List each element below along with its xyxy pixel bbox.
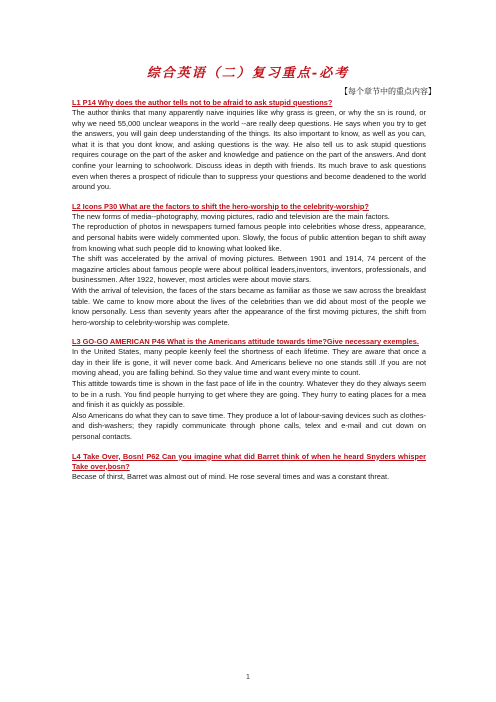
page-number: 1 [246,674,250,681]
paragraph: Also Americans do what they can to save time. They produce a lot of labour-saving devices such as clothes-and dish-washers; they rapidly communicate through phone calls, telex and e-mail and cut down on personal contacts. [72,410,426,442]
section-heading: L4 Take Over, Bosn! P62 Can you imagine what did Barret think of when he heard Snyders whisper Take over,bosn? [72,451,426,471]
section-heading: L3 GO-GO AMERICAN P46 What is the Americans attitude towards time?Give necessary exemples. [72,337,419,347]
paragraph: With the arrival of television, the faces of the stars became as familiar as those we saw across the breakfast table. We came to know more about the lives of the celebrities than we did about most of the people we know personally. Less than seventy years after the appearance of the first movimg pictures, the shift from hero-worship to celebrity-worship was complete. [72,285,426,327]
section-l1 [72,98,426,193]
section-heading: L2 Icons P30 What are the factors to shift the hero-worship to the celebrity-worship? [72,201,369,211]
section-l4 [72,452,426,483]
paragraph: The reproduction of photos in newspapers turned famous people into celebrities whose dress, appearance, and personal habits were widely commented upon. Slowly, the focus of public attention began to shift away from knowing what such people did to knowing what looked like. [72,222,426,253]
document-body [72,98,426,482]
section-l3 [72,337,426,442]
paragraph: The new forms of media--photography, moving pictures, radio and television are the main factors. [72,211,390,221]
paragraph: In the United States, many people keenly feel the shortness of each lifetime. They are aware that once a day in their life is gone, it will never come back. And Americans believe no one stands still .If you are not moving ahead, you are falling behind. So they value time and want every minte to count. [72,347,426,378]
paragraph: The shift was accelerated by the arrival of moving pictures. Between 1901 and 1914, 74 percent of the magazine articles about famous people were about political leaders,inventors, inventors, professionals, and businessmen. After 1922, however, most articles were about movie stars. [72,254,426,285]
document-title: 综合英语（二）复习重点-必考 [146,66,350,81]
paragraph: The author thinks that many apparently naive inquiries like why grass is green, or why the sn is round, or why we need 55,000 unclear weapons in the world --are really deep questions. He says when you try to get the answers, you will gain deep understanding of the things. Its also important to know, as well as you can, what it is that you dont know, and asking questions is the way. He also tell us to ask stupid questions requires courage on the part of the asker and knowledge and patience on the part of the answers. And dont confine your learning to schoolwork. Discuss ideas in depth with friends. Its much brave to ask questions even when theres a prospect of ridicule than to suppress your questions and become deadened to the world around you. [72,108,426,192]
paragraph: Becase of thirst, Barret was almost out of mind. He rose several times and was a constant threat. [72,471,390,481]
section-l2 [72,202,426,329]
section-heading: L1 P14 Why does the author tells not to be afraid to ask stupid questions? [72,98,333,107]
document-subtitle: 【每个章节中的重点内容】 [340,87,436,96]
paragraph: This attitde towards time is shown in the fast pace of life in the country. Whatever they do they always seem to be in a rush. You find people hurrying to get where they are going. They hurry to eating places for a mea and finish it as quickly as possible. [72,379,426,410]
